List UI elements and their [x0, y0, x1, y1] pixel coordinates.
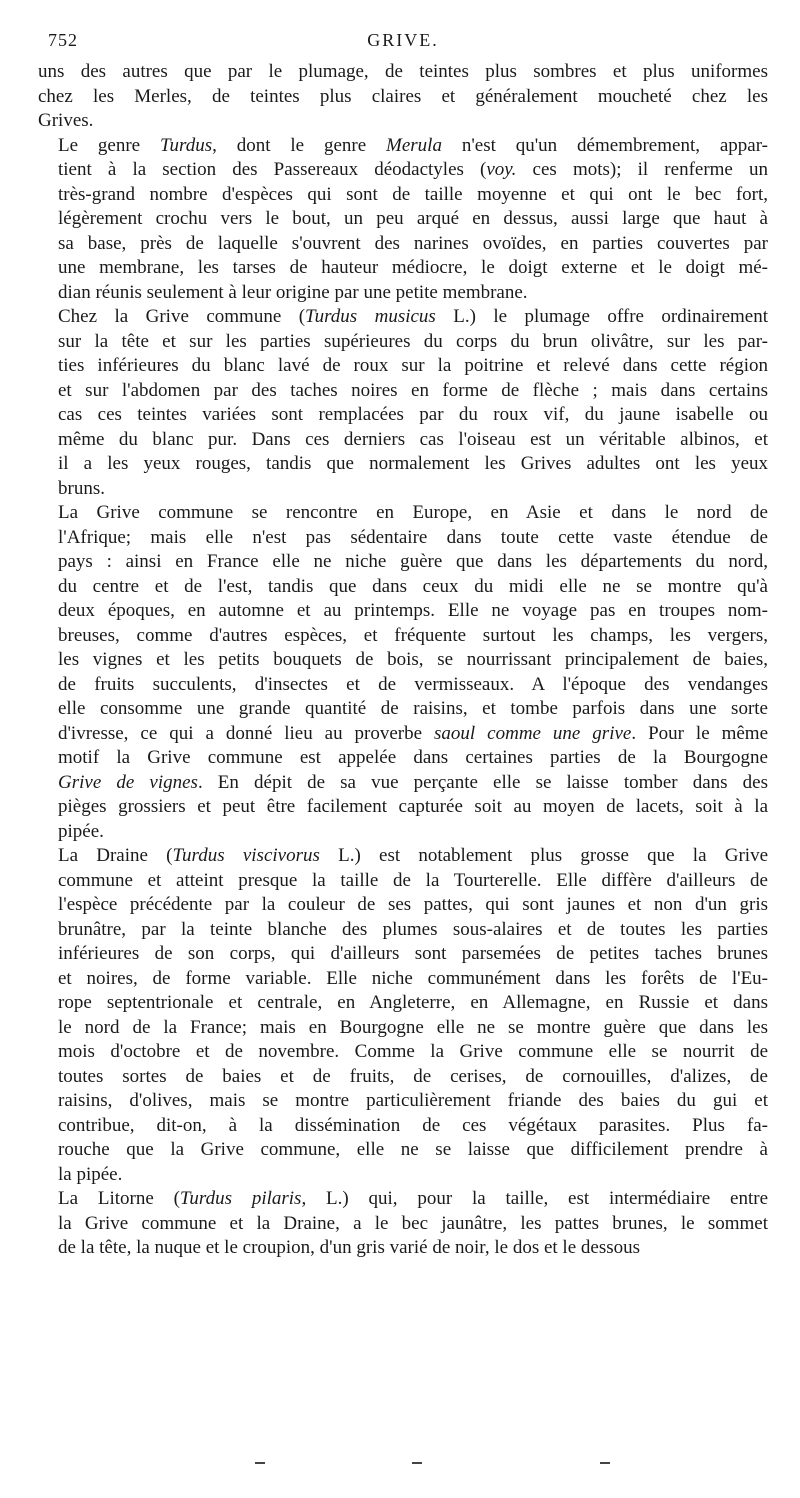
text-line — [38, 281, 768, 306]
text-run: l'Afrique; mais elle n'est pas sédentaire dans toute cette vaste étendue de — [58, 526, 768, 548]
text-line — [38, 232, 768, 257]
text-line — [38, 85, 768, 110]
text-line — [38, 526, 768, 551]
text-run: légèrement crochu vers le bout, un peu arqué en dessus, aussi large que haut à — [58, 208, 768, 229]
text-run: la Grive commune et la Draine, a le bec jaunâtre, les pattes brunes, le sommet — [58, 1212, 768, 1234]
text-line — [38, 60, 768, 85]
italic-text: Turdus — [159, 134, 213, 156]
text-line — [38, 158, 768, 183]
text-line — [38, 134, 768, 159]
text-run: L.) le plumage offre ordinairement — [435, 306, 769, 327]
text-line — [38, 648, 768, 673]
text-line — [38, 673, 768, 698]
page-header — [38, 30, 768, 60]
text-run: dian réunis seulement à leur origine par une petite membrane. — [58, 281, 528, 303]
text-run: rouche que la Grive commune, elle ne se laisse que difficilement prendre à — [58, 1139, 768, 1160]
text-run: les vignes et les petits bouquets de bois, se nourrissant principalement de baies, — [58, 649, 768, 670]
text-run: La Draine ( — [58, 845, 173, 866]
text-line — [38, 1187, 768, 1212]
italic-text: voy. — [486, 159, 517, 180]
text-line — [38, 893, 768, 918]
text-line — [38, 501, 768, 526]
text-run: de fruits succulents, d'insectes et de vermisseaux. A l'époque des vendanges — [58, 673, 768, 695]
text-line — [38, 109, 768, 134]
text-run: Grives. — [38, 110, 94, 131]
text-line — [38, 967, 768, 992]
text-run: cas ces teintes variées sont remplacées par du roux vif, du jaune isabelle ou — [58, 404, 768, 425]
paragraph — [38, 305, 768, 501]
italic-text: Turdus pilaris — [179, 1188, 302, 1209]
text-line — [38, 1016, 768, 1041]
text-run: sur la tête et sur les parties supérieures du corps du brun olivâtre, sur les par- — [58, 330, 768, 352]
text-run: même du blanc pur. Dans ces derniers cas l'oiseau est un véritable albinos, et — [58, 428, 768, 450]
italic-text: Turdus musicus — [305, 306, 436, 327]
text-run: toutes sortes de baies et de fruits, de cerises, de cornouilles, d'alizes, de — [58, 1065, 768, 1087]
paragraph — [38, 60, 768, 134]
text-line — [38, 452, 768, 477]
text-line — [38, 1163, 768, 1188]
text-line — [38, 869, 768, 894]
text-run: tient à la section des Passereaux déodactyles ( — [58, 159, 487, 180]
text-line — [38, 795, 768, 820]
text-run: rope septentrionale et centrale, en Angleterre, en Allemagne, en Russie et dans — [58, 992, 768, 1013]
text-run: , L.) qui, pour la taille, est intermédiaire entre — [301, 1188, 768, 1209]
paragraph — [38, 134, 768, 306]
bottom-print-marks — [0, 1462, 800, 1466]
text-run: contribue, dit-on, à la dissémination de ces végétaux parasites. Plus fa- — [58, 1114, 768, 1136]
text-line — [38, 1212, 768, 1237]
text-run: il a les yeux rouges, tandis que normalement les Grives adultes ont les yeux — [58, 453, 768, 474]
text-run: pièges grossiers et peut être facilement capturée soit au moyen de lacets, soit à la — [58, 796, 768, 817]
text-run: ties inférieures du blanc lavé de roux sur la poitrine et relevé dans cette région — [58, 355, 768, 376]
text-run: sa base, près de laquelle s'ouvrent des narines ovoïdes, en parties couvertes par — [58, 232, 768, 254]
text-line — [38, 1236, 768, 1261]
text-run: mois d'octobre et de novembre. Comme la Grive commune elle se nourrit de — [58, 1041, 768, 1062]
text-line — [38, 1138, 768, 1163]
text-run: inférieures de son corps, qui d'ailleurs sont parsemées de petites taches brunes — [58, 943, 768, 964]
text-line — [38, 1089, 768, 1114]
text-run: chez les Merles, de teintes plus claires et généralement moucheté chez les — [38, 85, 768, 107]
text-run: l'espèce précédente par la couleur de ses pattes, qui sont jaunes et non d'un gris — [58, 894, 768, 915]
text-line — [38, 599, 768, 624]
text-line — [38, 820, 768, 845]
text-line — [38, 697, 768, 722]
text-run: breuses, comme d'autres espèces, et fréquente surtout les champs, les vergers, — [58, 624, 768, 646]
paragraph — [38, 1187, 768, 1261]
paragraph — [38, 844, 768, 1187]
text-run: la pipée. — [58, 1163, 123, 1185]
page-number: 752 — [48, 30, 78, 50]
italic-text: Grive de vignes — [58, 771, 198, 793]
text-line — [38, 305, 768, 330]
paragraph — [38, 501, 768, 844]
text-line — [38, 207, 768, 232]
text-run: une membrane, les tarses de hauteur médiocre, le doigt externe et le doigt mé- — [58, 257, 768, 278]
text-run: d'ivresse, ce qui a donné lieu au proverbe — [58, 722, 435, 744]
text-run: brunâtre, par la teinte blanche des plumes sous-alaires et de toutes les parties — [58, 918, 768, 940]
text-line — [38, 477, 768, 502]
italic-text: Turdus viscivorus — [172, 845, 320, 866]
text-run: et sur l'abdomen par des taches noires en forme de flèche ; mais dans certains — [58, 379, 768, 401]
text-run: le nord de la France; mais en Bourgogne elle ne se montre guère que dans les — [58, 1016, 768, 1038]
text-run: commune et atteint presque la taille de la Tourterelle. Elle diffère d'ailleurs de — [58, 869, 768, 891]
text-run: . Pour le même — [631, 722, 769, 744]
text-line — [38, 379, 768, 404]
text-run: deux époques, en automne et au printemps. Elle ne voyage pas en troupes nom- — [58, 600, 768, 621]
text-line — [38, 1114, 768, 1139]
text-line — [38, 256, 768, 281]
text-run: très-grand nombre d'espèces qui sont de taille moyenne et qui ont le bec fort, — [58, 183, 768, 205]
text-run: . En dépit de sa vue perçante elle se laisse tomber dans des — [197, 771, 768, 793]
print-mark — [255, 1462, 265, 1464]
book-page — [38, 30, 768, 1261]
text-run: elle consomme une grande quantité de raisins, et tombe parfois dans une sorte — [58, 698, 768, 719]
text-run: uns des autres que par le plumage, de teintes plus sombres et plus uniformes — [38, 61, 768, 82]
text-line — [38, 746, 768, 771]
text-line — [38, 428, 768, 453]
text-line — [38, 1065, 768, 1090]
text-run: Chez la Grive commune ( — [58, 306, 306, 327]
text-line — [38, 722, 768, 747]
text-run: L.) est notablement plus grosse que la Grive — [319, 845, 769, 866]
text-run: ces mots); il renferme un — [516, 159, 768, 180]
text-line — [38, 550, 768, 575]
text-line — [38, 575, 768, 600]
text-run: motif la Grive commune est appelée dans certaines parties de la Bourgogne — [58, 747, 768, 768]
text-line — [38, 942, 768, 967]
text-line — [38, 403, 768, 428]
text-run: , dont le genre — [212, 134, 387, 156]
text-run: raisins, d'olives, mais se montre particulièrement friande des baies du gui et — [58, 1090, 768, 1111]
text-run: du centre et de l'est, tandis que dans ceux du midi elle ne se montre qu'à — [58, 575, 768, 597]
text-line — [38, 354, 768, 379]
text-line — [38, 918, 768, 943]
italic-text: Merula — [386, 134, 442, 156]
text-line — [38, 771, 768, 796]
text-run: pays : ainsi en France elle ne niche guère que dans les départements du nord, — [58, 551, 768, 572]
italic-text: saoul comme une grive — [434, 722, 632, 744]
text-run: et noires, de forme variable. Elle niche communément dans les forêts de l'Eu- — [58, 967, 768, 989]
text-run: La Grive commune se rencontre en Europe, en Asie et dans le nord de — [58, 502, 768, 523]
text-line — [38, 330, 768, 355]
print-mark — [600, 1462, 610, 1464]
print-mark — [412, 1462, 422, 1464]
running-title: GRIVE. — [367, 30, 439, 50]
text-run: Le genre — [58, 134, 160, 156]
text-run: La Litorne ( — [58, 1188, 180, 1209]
text-line — [38, 991, 768, 1016]
text-run: pipée. — [58, 820, 104, 842]
text-run: de la tête, la nuque et le croupion, d'un gris varié de noir, le dos et le dessous — [58, 1237, 640, 1258]
text-line — [38, 844, 768, 869]
body-text — [38, 60, 768, 1261]
text-line — [38, 624, 768, 649]
text-line — [38, 1040, 768, 1065]
text-line — [38, 183, 768, 208]
text-run: n'est qu'un démembrement, appar- — [441, 134, 768, 156]
text-run: bruns. — [58, 477, 105, 499]
